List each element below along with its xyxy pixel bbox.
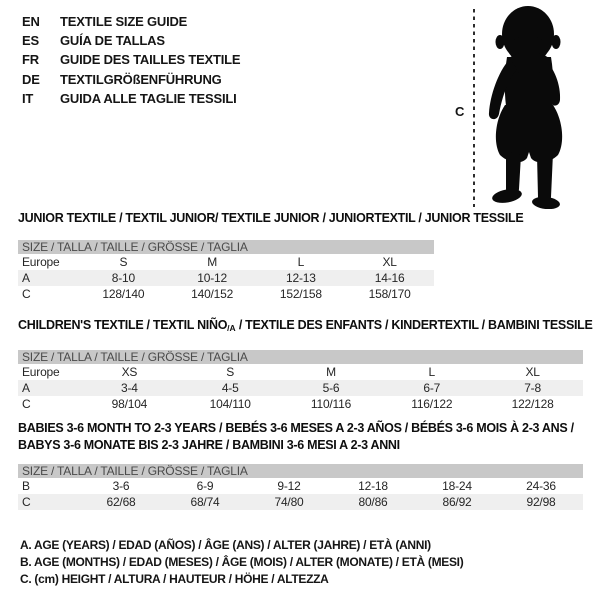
children-size-table: [18, 364, 583, 412]
language-row: [22, 89, 240, 108]
title-subscript: /A: [227, 323, 236, 333]
cell-value: 80/86: [358, 495, 388, 509]
cell-value: XS: [121, 364, 138, 379]
language-row: [22, 31, 240, 50]
cell-value: S: [226, 364, 235, 379]
row-label: A: [22, 270, 30, 285]
cell-value: 14-16: [374, 270, 405, 285]
row-label: C: [22, 495, 31, 509]
size-header-bar: SIZE / TALLA / TAILLE / GRÖSSE / TAGLIA: [18, 240, 434, 254]
cell-value: L: [297, 254, 305, 269]
cell-value: XL: [382, 254, 397, 269]
table-row: [18, 270, 434, 286]
cell-value: 140/152: [191, 286, 234, 301]
language-row: [22, 70, 240, 89]
language-code: ES: [22, 33, 39, 49]
title-line-2: BABYS 3-6 MONATE BIS 2-3 JAHRE / BAMBINI 3-6 MESI A 2-3 ANNI: [18, 437, 400, 452]
cell-value: 12-13: [286, 270, 316, 285]
babies-size-section: [18, 420, 583, 510]
cell-value: 8-10: [111, 270, 135, 285]
babies-size-table: [18, 478, 583, 510]
language-title: GUIDA ALLE TAGLIE TESSILI: [60, 90, 237, 106]
row-label: A: [22, 380, 30, 395]
table-row: [18, 254, 434, 270]
table-row: [18, 396, 583, 412]
language-code: DE: [22, 71, 40, 87]
language-title: TEXTILGRÖßENFÜHRUNG: [60, 71, 222, 87]
cell-value: M: [326, 364, 336, 379]
cell-value: M: [207, 254, 218, 269]
section-title-junior: JUNIOR TEXTILE / TEXTIL JUNIOR/ TEXTILE JUNIOR / JUNIORTEXTIL / JUNIOR TESSILE: [18, 211, 524, 225]
cell-value: 12-18: [358, 479, 388, 493]
size-header-bar: SIZE / TALLA / TAILLE / GRÖSSE / TAGLIA: [18, 350, 583, 364]
cell-value: 4-5: [221, 380, 239, 395]
legend-line-b: B. AGE (MONTHS) / EDAD (MESES) / ÂGE (MOIS) / ALTER (MONATE) / ETÀ (MESI): [20, 554, 464, 569]
table-row: [18, 364, 583, 380]
cell-value: S: [119, 254, 128, 269]
section-title-babies: [18, 420, 583, 453]
table-row: [18, 380, 583, 396]
language-title: GUÍA DE TALLAS: [60, 33, 165, 49]
cell-value: 18-24: [442, 479, 472, 493]
cell-value: 10-12: [197, 270, 227, 285]
cell-value: 122/128: [511, 396, 554, 411]
legend: [20, 537, 463, 587]
row-label: Europe: [22, 364, 60, 379]
cell-value: L: [428, 364, 436, 379]
legend-line-c: C. (cm) HEIGHT / ALTURA / HAUTEUR / HÖHE / ALTEZZA: [20, 571, 329, 586]
cell-value: 110/116: [310, 396, 352, 411]
language-title: GUIDE DES TAILLES TEXTILE: [60, 52, 241, 68]
table-row: [18, 286, 434, 302]
height-measure-label: C: [455, 104, 465, 119]
cell-value: XL: [525, 364, 540, 379]
cell-value: 9-12: [277, 479, 301, 493]
size-header-bar: SIZE / TALLA / TAILLE / GRÖSSE / TAGLIA: [18, 464, 583, 478]
baby-silhouette-icon: [480, 3, 578, 209]
cell-value: 5-6: [322, 380, 340, 395]
table-row: [18, 478, 583, 494]
cell-value: 104/110: [209, 396, 251, 411]
table-row: [18, 494, 583, 510]
row-label: B: [22, 479, 30, 493]
cell-value: 86/92: [442, 495, 472, 509]
baby-figure: [450, 0, 600, 215]
title-text: / TEXTILE DES ENFANTS / KINDERTEXTIL / BAMBINI TESSILE: [235, 318, 593, 332]
cell-value: 7-8: [524, 380, 541, 395]
cell-value: 92/98: [526, 495, 556, 509]
cell-value: 152/158: [279, 286, 322, 301]
row-label: Europe: [22, 254, 60, 269]
cell-value: 3-6: [112, 479, 130, 493]
children-size-section: [18, 317, 593, 412]
junior-size-section: [18, 210, 524, 302]
height-dashed-line: [473, 9, 475, 207]
junior-size-table: [18, 254, 434, 302]
cell-value: 62/68: [106, 495, 136, 509]
legend-line-a: A. AGE (YEARS) / EDAD (AÑOS) / ÂGE (ANS) / ALTER (JAHRE) / ETÀ (ANNI): [20, 538, 431, 552]
cell-value: 128/140: [102, 286, 145, 301]
language-row: [22, 50, 240, 69]
title-line-1: BABIES 3-6 MONTH TO 2-3 YEARS / BEBÉS 3-6 MESES A 2-3 AÑOS / BÉBÉS 3-6 MOIS À 2-3 ANS /: [18, 421, 574, 435]
row-label: C: [22, 286, 31, 301]
cell-value: 24-36: [526, 479, 556, 493]
row-label: C: [22, 396, 31, 411]
cell-value: 116/122: [411, 396, 453, 411]
cell-value: 6-7: [423, 380, 441, 395]
cell-value: 158/170: [368, 286, 411, 301]
title-text: CHILDREN'S TEXTILE / TEXTIL NIÑO: [18, 318, 228, 332]
cell-value: 98/104: [111, 396, 148, 411]
language-code: FR: [22, 52, 39, 68]
language-title: TEXTILE SIZE GUIDE: [60, 14, 188, 30]
cell-value: 74/80: [274, 495, 304, 509]
cell-value: 68/74: [190, 495, 220, 509]
cell-value: 6-9: [196, 479, 214, 493]
section-title-children: [18, 317, 593, 337]
language-title-list: [22, 12, 240, 108]
language-row: [22, 12, 240, 31]
cell-value: 3-4: [121, 380, 138, 395]
language-code: EN: [22, 14, 40, 30]
language-code: IT: [22, 90, 34, 106]
